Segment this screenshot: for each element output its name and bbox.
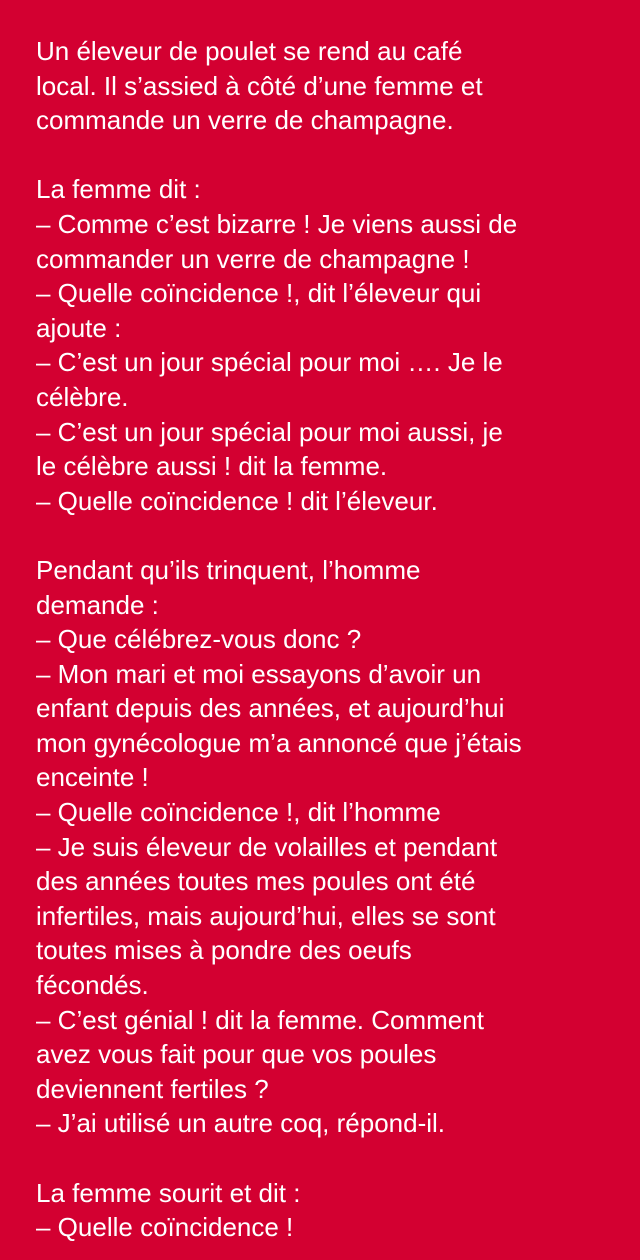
text-line: ajoute : [36, 312, 122, 343]
text-line: Pendant qu’ils trinquent, l’homme [36, 554, 421, 585]
text-line: – Quelle coïncidence ! [36, 1212, 294, 1243]
text-line: – Que célébrez-vous donc ? [36, 624, 362, 655]
text-line: infertiles, mais aujourd’hui, elles se sont [36, 900, 496, 931]
text-line: avez vous fait pour que vos poules [36, 1039, 437, 1070]
text-line: Un éleveur de poulet se rend au café [36, 36, 463, 66]
text-line: La femme dit : [36, 174, 201, 205]
text-line: – Quelle coïncidence !, dit l’éleveur qui [36, 278, 482, 309]
text-line: – Mon mari et moi essayons d’avoir un [36, 658, 482, 689]
text-line: des années toutes mes poules ont été [36, 866, 476, 897]
text-line: local. Il s’assied à côté d’une femme et [36, 70, 483, 101]
paragraph-intro [36, 34, 620, 138]
text-line: commande un verre de champagne. [36, 105, 454, 136]
text-line: deviennent fertiles ? [36, 1073, 269, 1104]
text-line: – Comme c’est bizarre ! Je viens aussi de [36, 208, 518, 239]
text-line: commander un verre de champagne ! [36, 243, 470, 274]
text-line: célèbre. [36, 381, 129, 412]
text-line: – J’ai utilisé un autre coq, répond-il. [36, 1108, 446, 1139]
text-line: demande : [36, 589, 159, 620]
paragraph-gap [36, 138, 620, 173]
text-line: enfant depuis des années, et aujourd’hui [36, 693, 505, 724]
text-line: – Quelle coïncidence ! dit l’éleveur. [36, 485, 438, 516]
text-line: – Je suis éleveur de volailles et pendant [36, 831, 498, 862]
paragraph-punchline [36, 1176, 620, 1245]
text-line: – Quelle coïncidence !, dit l’homme [36, 797, 441, 828]
paragraph-dialogue-1 [36, 172, 620, 518]
text-line: – C’est un jour spécial pour moi aussi, je [36, 416, 503, 447]
text-line: – C’est génial ! dit la femme. Comment [36, 1004, 484, 1035]
text-line: le célèbre aussi ! dit la femme. [36, 451, 388, 482]
text-line: enceinte ! [36, 762, 149, 793]
text-line: La femme sourit et dit : [36, 1177, 301, 1208]
paragraph-gap [36, 518, 620, 553]
paragraph-gap [36, 1141, 620, 1176]
text-line: – C’est un jour spécial pour moi …. Je le [36, 347, 503, 378]
text-line: toutes mises à pondre des oeufs [36, 935, 412, 966]
text-line: mon gynécologue m’a annoncé que j’étais [36, 727, 522, 758]
paragraph-dialogue-2 [36, 553, 620, 1141]
text-line: fécondés. [36, 970, 149, 1001]
